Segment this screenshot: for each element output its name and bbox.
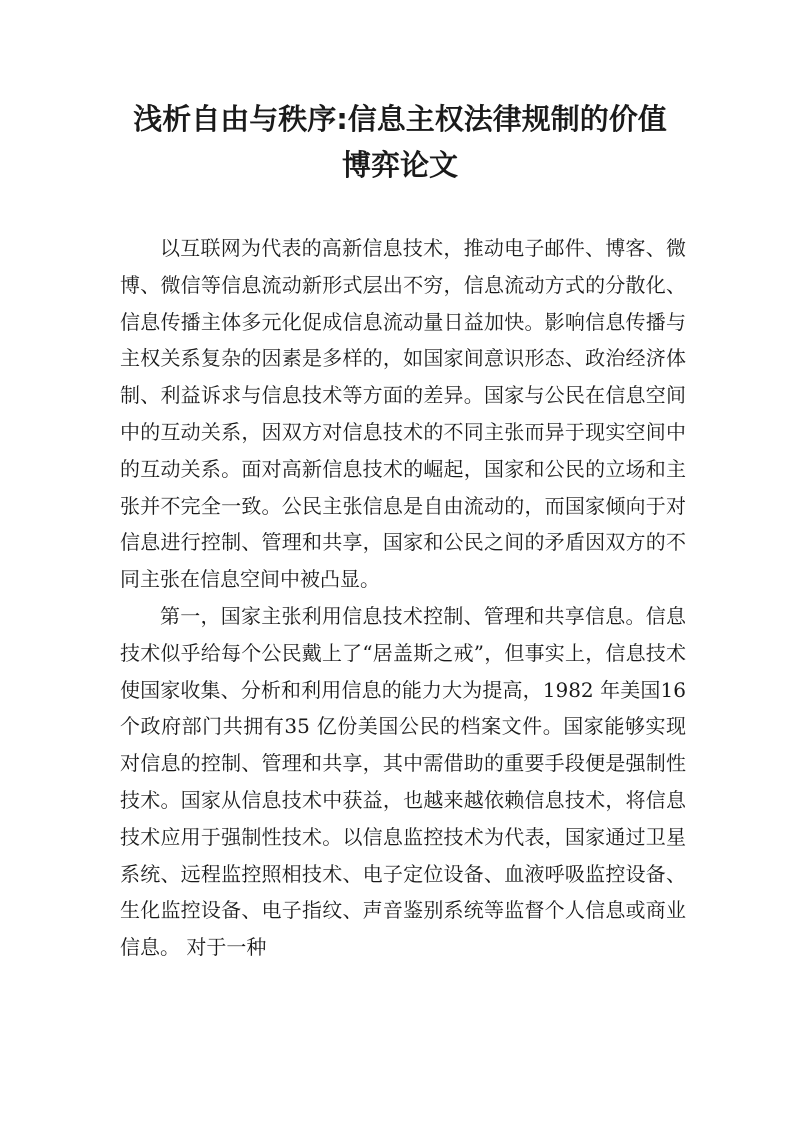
paragraph-1: 以互联网为代表的高新信息技术，推动电子邮件、博客、微博、微信等信息流动新形式层出不穷，信息流动方式的分散化、信息传播主体多元化促成信息流动量日益加快。影响信息传播与主权关系复杂的因素是多样的，如国家间意识形态、政治经济体制、利益诉求与信息技术等方面的差异。国家与公民在信息空间中的互动关系，因双方对信息技术的不同主张而异于现实空间中的互动关系。面对高新信息技术的崛起，国家和公民的立场和主张并不完全一致。公民主张信息是自由流动的，而国家倾向于对信息进行控制、管理和共享，国家和公民之间的矛盾因双方的不同主张在信息空间中被凸显。 — [120, 236, 686, 592]
paragraph-2: 第一，国家主张利用信息技术控制、管理和共享信息。信息技术似乎给每个公民戴上了“居盖斯之戒”，但事实上，信息技术使国家收集、分析和利用信息的能力大为提高，1982 年美国16 个政府部门共拥有35 亿份美国公民的档案文件。国家能够实现对信息的控制、管理和共享，其中需借助的重要手段便是强制性技术。国家从信息技术中获益，也越来越依赖信息技术，将信息技术应用于强制性技术。以信息监控技术为代表，国家通过卫星系统、远程监控照相技术、电子定位设备、血液呼吸监控设备、生化监控设备、电子指纹、声音鉴别系统等监督个人信息或商业信息。 对于一种 — [120, 603, 686, 960]
title-line-2: 博弈论文 — [341, 148, 458, 182]
title-line-1: 浅析自由与秩序:信息主权法律规制的价值 — [133, 102, 667, 136]
document-body — [120, 230, 686, 966]
document-title — [100, 96, 700, 188]
